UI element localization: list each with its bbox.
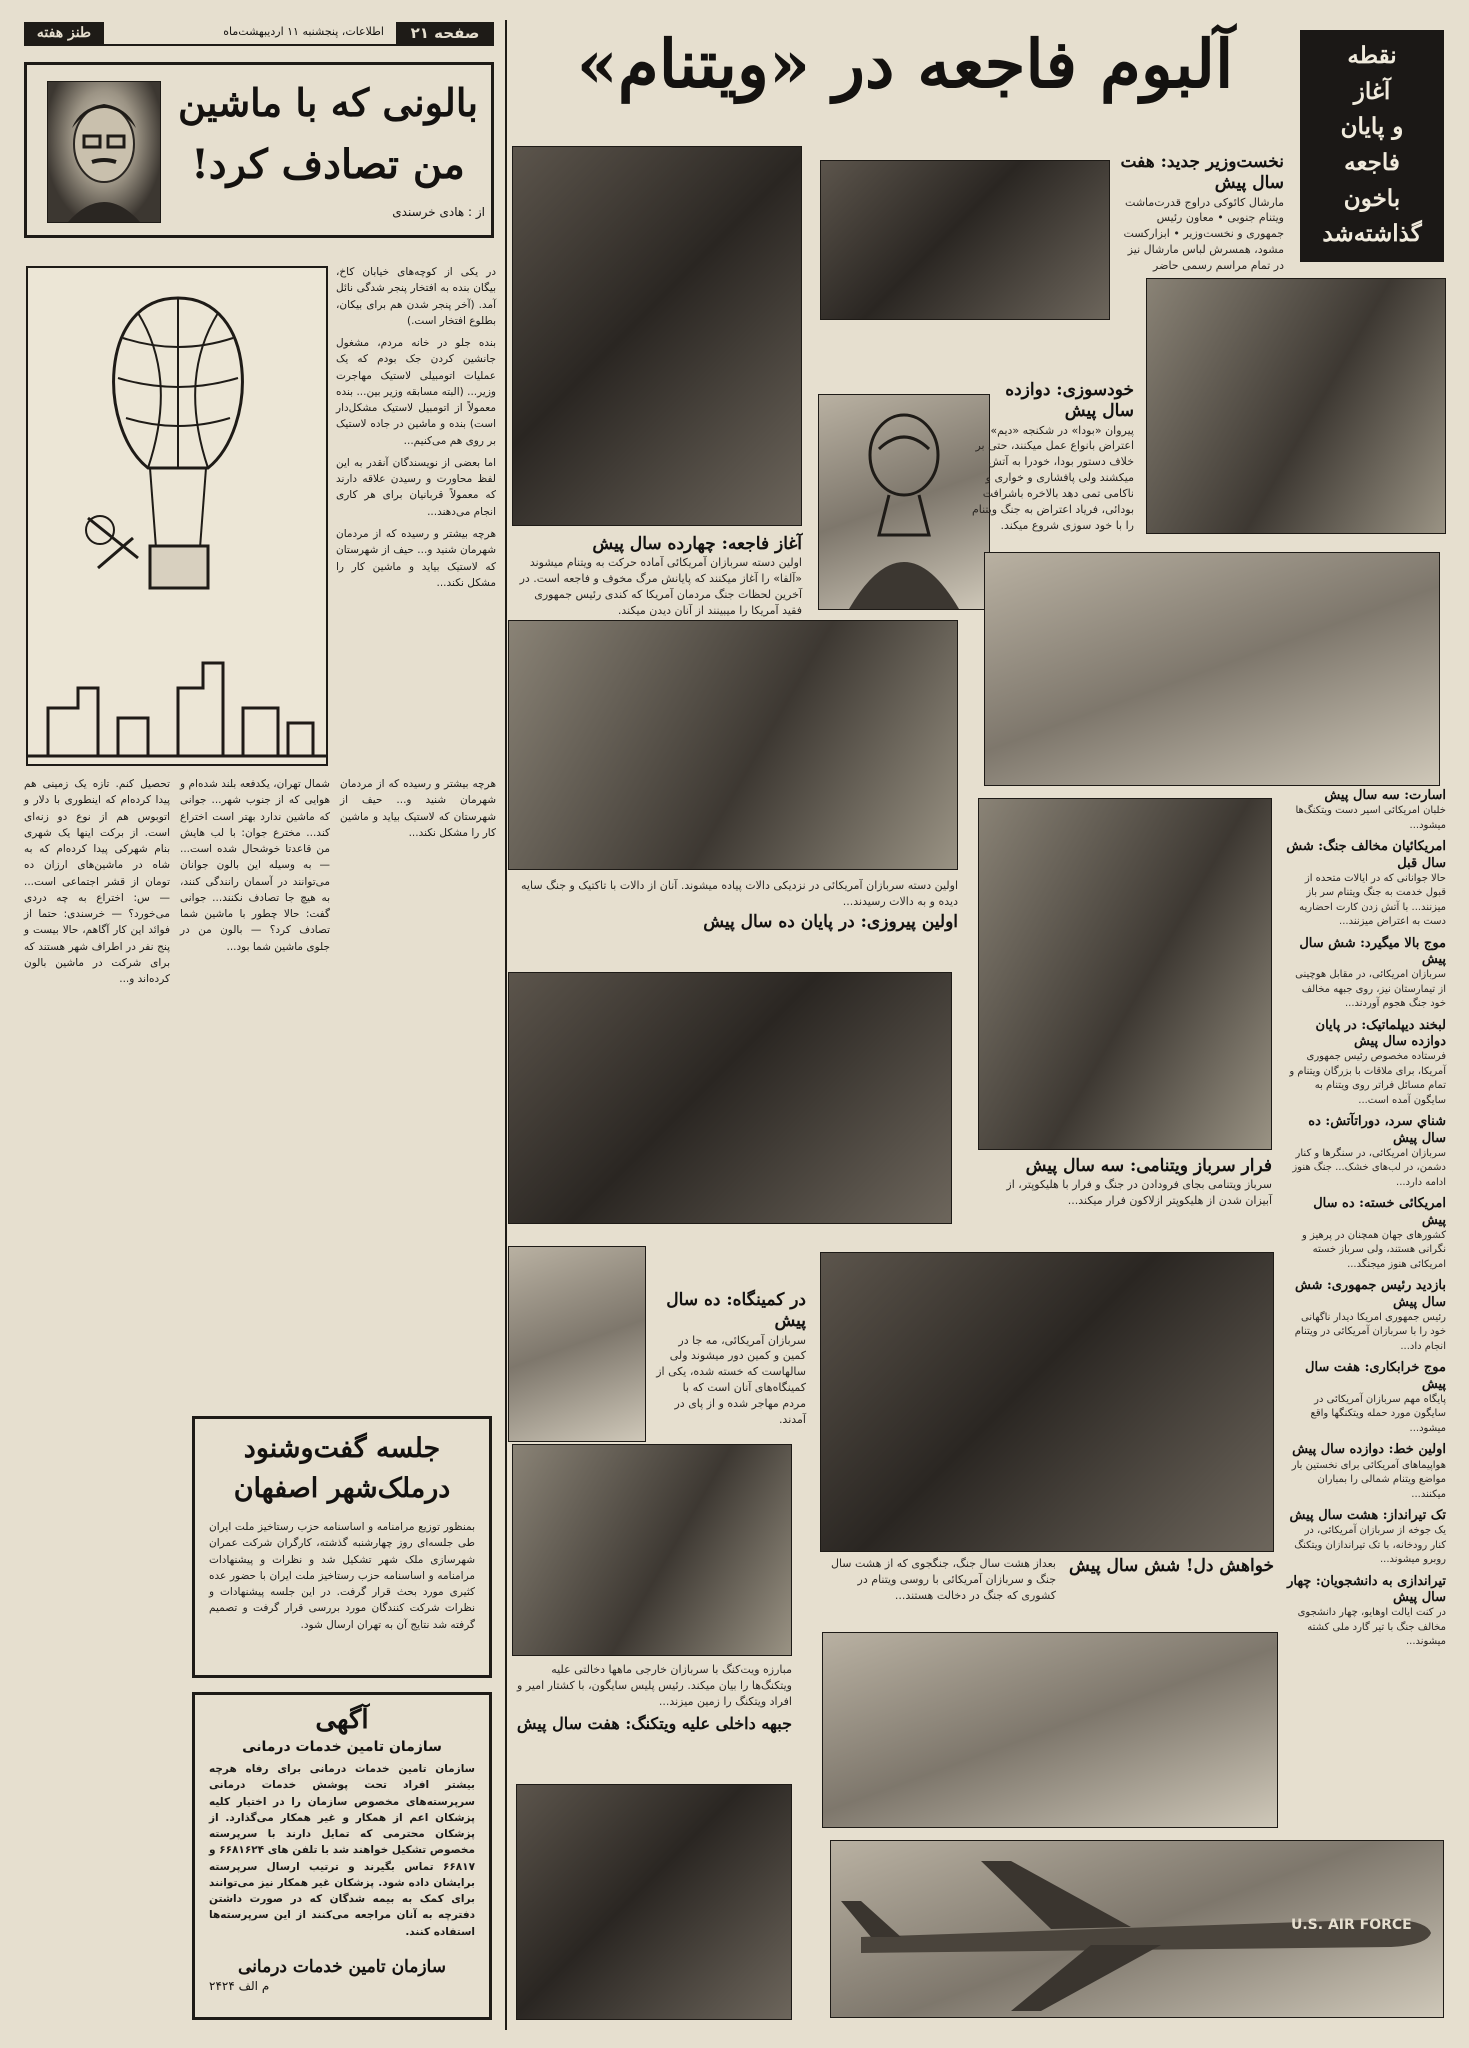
photo-ambush	[508, 1246, 646, 1442]
caption-title: خواهش دل! شش سال پیش	[1069, 1556, 1274, 1576]
right-item-body: خلبان امریکائی اسیر دست ویتکنگ‌ها میشود...	[1295, 805, 1446, 831]
ad-title: آگهی	[315, 1705, 369, 1735]
right-item-body: پایگاه مهم سربازان آمریکائی در سایگون مورد حمله ویتکنگها واقع میشود...	[1310, 1393, 1446, 1434]
humor-article-upper	[336, 264, 496, 764]
caption-body: اولین دسته سربازان آمریکائی آماده حرکت به ویتنام میشوند «آلفا» را آغاز میکنند که پایانش مرگ مخوف و فاجعه است. در آخرین لحظات جنگ مردمان آمریکا که کندی رئیس جمهوری فقید آمریکا را میبینند از آنان دیدن میکند.	[519, 556, 802, 618]
photo-napalm-children	[984, 552, 1440, 786]
humor-headline-line2: من تصادف کرد!	[191, 141, 465, 188]
photo-fallen-soldier	[516, 1784, 792, 2020]
humor-headline-line1: بالونی که با ماشین	[177, 80, 479, 125]
ad-box	[192, 1692, 492, 2020]
right-item	[1286, 1196, 1446, 1272]
humor-middle-column: شمال تهران، یکدفعه بلند شده‌ام و هوایی که از جنوب شهر... جوانی که ماشین ندارد بهتر است اختراع کند... مخترع جوان: با لب هایش من قاعدتا خوشحال شده است... — به وسیله این بالون جوانان می‌توانند در آسمان رانندگی کنند، به هیچ جا تصادف نکنند... جوانی گفت: حالا چطور با ماشین شما تصادف کرد؟ — بالون من در جلوی ماشین شما بود...	[180, 778, 330, 953]
right-item-body: رئیس جمهوری امریکا دیدار ناگهانی خود را با سربازان آمریکائی در ویتنام انجام داد...	[1294, 1311, 1446, 1352]
humor-paragraph: هرچه بیشتر و رسیده که از مردمان شهرمان شنید و... حیف از شهرستان که لاستیک بیاید و ماشین کار را مشکل نکند...	[336, 527, 496, 589]
right-item	[1286, 1114, 1446, 1190]
right-item	[1286, 1360, 1446, 1436]
right-item	[1286, 1574, 1446, 1650]
caption-eight-years	[820, 1556, 1056, 1626]
meeting-body: بمنظور توزیع مرامنامه و اساسنامه حزب رستاخیز ملت ایران طی جلسه‌ای روز چهارشنبه گذشته، کارگران شرکت عمران شهرسازی ملک شهر تشکیل شد و نظرات و پیشنهادات مرامنامه و اساسنامه حزب رستاخیز ملت ایران با حضور عده کثیری مورد بحث قرار گرفت. در این جلسه پیشنهادات و نظرات شرکت کنندگان مورد بررسی قرار گرفت و تصمیم گرفته شد نتایج آن به تهران ارسال شود.	[209, 1521, 475, 1631]
main-headline: آلبوم فاجعه در «ویتنام»	[576, 25, 1234, 103]
right-item	[1286, 788, 1446, 833]
photo-self-immolation	[1146, 278, 1446, 534]
caption-prime-minister	[1118, 152, 1284, 272]
photo-soldiers-boarding	[512, 146, 802, 526]
caption-beginning	[512, 534, 802, 634]
caption-soldier-escape	[978, 1156, 1272, 1240]
photo-soldier-rifle	[508, 620, 958, 870]
caption-body: سربازان آمریکائی، مه جا در کمین و کمین دور میشوند ولی سالهاست که خسته شده، یکی از کمینگاه‌های آنان است که با مردم مهاجر شده و از پای در آمدند.	[656, 1333, 806, 1427]
right-item-body: هواپیماهای آمریکائی برای نخستین بار مواضع ویتنام شمالی را بمباران میکنند...	[1291, 1459, 1446, 1500]
caption-self-immolation	[968, 380, 1134, 580]
side-box-line: و پایان	[1340, 113, 1404, 141]
right-item-title: اسارت: سه سال پیش	[1324, 788, 1446, 803]
page-number: صفحه ۲۱	[396, 22, 494, 44]
caption-body: سرباز ویتنامی بجای فرودادن در جنگ و فرار با هلیکوپتر، از آبیزان شدن از هلیکوپتر ازلاکون فرار میکند...	[1006, 1178, 1272, 1208]
plane-marking: U.S. AIR FORCE	[1291, 1917, 1412, 1933]
cartoon-box	[26, 266, 328, 766]
ad-body: سازمان تامین خدمات درمانی برای رفاه هرچه بیشتر افراد تحت پوشش خدمات درمانی سرپرسته‌های مخصوص سازمان را در اختیار کلیه پزشکان اعم از همکار و غیر همکار می‌گذارد. از پزشکان محترمی که تمایل دارند با سرپرسته مخصوص تشکیل خواهند شد با تلفن های ۶۶۸۱۶۲۴ و ۶۶۸۱۷ تماس بگیرند و ترتیب ارسال سرپرسته برایشان داده شود. پزشکان غیر همکار نیز می‌توانند برای کمک به بیمه شدگان که در صورت داشتن دفترچه به آنان مراجعه می‌کنند از این سرپرسته‌ها استفاده کنند.	[209, 1763, 476, 1938]
caption-title: نخست‌وزیر جدید: هفت سال پیش	[1120, 152, 1284, 194]
photo-protest-flower	[822, 1632, 1278, 1828]
right-item-body: کشورهای جهان همچنان در پرهیز و نگرانی هستند، ولی سرباز خسته امریکائی هنوز میجنگد...	[1301, 1229, 1446, 1270]
right-item-title: امریکائی خسته: ده سال پیش	[1313, 1196, 1446, 1228]
side-black-box	[1300, 30, 1444, 262]
author-portrait	[47, 81, 161, 223]
meeting-box	[192, 1416, 492, 1678]
humor-paragraph: اما بعضی از نویسندگان آنقدر به این لفظ محاورت و رسیدن علاقه دارند که معمولاً قربانیان برای هر کاری انجام می‌دهند...	[336, 456, 496, 518]
balloon-cartoon-icon	[28, 268, 326, 764]
caption-title: جبهه داخلی علیه ویتکنگ: هفت سال پیش	[516, 1714, 792, 1733]
caption-body: بعداز هشت سال جنگ، جنگجوی که از هشت سال جنگ و سربازان آمریکائی با روسی ویتنام در کشوری که جنگ در دخالت هستند...	[830, 1557, 1056, 1602]
right-item-title: بازدید رئیس جمهوری: شش سال پیش	[1294, 1278, 1446, 1310]
caption-title: فرار سرباز ویتنامی: سه سال پیش	[1025, 1156, 1272, 1176]
right-item-title: موج بالا میگیرد: شش سال پیش	[1299, 935, 1446, 967]
caption-ambush	[656, 1290, 806, 1440]
humor-headline-box	[24, 62, 494, 238]
right-item-body: فرستاده مخصوص رئیس جمهوری آمریکا، برای ملاقات با بزرگان ویتنام و تمام مسائل فراتر روی ویتنام به سایگون آمده است...	[1289, 1051, 1446, 1106]
right-column	[1286, 788, 1446, 1708]
photo-air-force-plane	[830, 1840, 1444, 2018]
column-divider	[505, 20, 507, 2030]
caption-title: در کمینگاه: ده سال پیش	[666, 1290, 806, 1332]
right-item	[1286, 936, 1446, 1012]
caption-title: آغاز فاجعه: چهارده سال پیش	[592, 534, 802, 554]
caption-body: مبارزه ویت‌کنگ با سربازان خارجی ماهها دخالتی علیه ویتکنگ‌ها را بیان میکند. رئیس پلیس سایگون، با کشتار امیر و افراد ویتکنگ را زمین میزند...	[517, 1663, 792, 1708]
right-item-body: یک جوخه از سربازان آمریکائی، در کنار رودخانه، با تک تیراندازان ویتکنگ روبرو میشوند...	[1294, 1525, 1446, 1566]
humor-paragraph: بنده جلو در خانه مردم، مشغول جانشین کردن جک بودم که یک عملیات اتومبیلی لاستیک مهاجرت وزیر... (البته مسابقه وزیر بین... بنده معمولاً از اتومبیل لاستیک مشکل‌دار است) بنده و ماشین در جاده لاستیک بر روی هم می‌کنیم...	[336, 337, 496, 447]
side-box-line: فاجعه	[1344, 148, 1400, 176]
humor-left-column: تحصیل کنم. تازه یک زمینی هم پیدا کرده‌ام که اینطوری با دلار و اتوبوس هم از نوع دو زنه‌ای است. از برکت اینها یک شهری بنام شهرکی پیدا کرده‌ام که به شاه در ماشین‌های ارزان ده تومان از قشر اجتماعی است... — س: اختراع به چه دردی می‌خورد؟ — خرسندی: حتما از فوائد این کار آگاهم، حالا بیست و پنج نفر در اطراف شهر هستند که برای شرکت در ماشین بالون کرده‌اند و...	[24, 778, 170, 986]
caption-body: پیروان «بودا» در شکنجه «دیم» اعتراض بانواع عمل میکنند، حتی بر خلاف دستور بودا، خودرا به آتش میکشند ولی پافشاری و خواری و ناکامی تمی دهد بالاخره باشرافت بودائی، فریاد اعتراض به جنگ ویتنام را با خود سوزی شروع میکند.	[971, 423, 1134, 533]
right-item-title: لبخند دیپلماتیک: در پایان دوازده سال پیش	[1315, 1017, 1446, 1049]
right-item-title: امریکائیان مخالف جنگ: شش سال قبل	[1286, 839, 1446, 871]
right-item	[1286, 839, 1446, 930]
right-item-title: تیراندازی به دانشجویان: چهار سال پیش	[1287, 1573, 1446, 1605]
caption-title: اولین پیروزی: در پایان ده سال پیش	[703, 912, 958, 932]
caricature-icon	[819, 395, 989, 609]
caricature-drawing	[818, 394, 990, 610]
meeting-title-line2: درملک‌شهر اصفهان	[233, 1473, 451, 1504]
ad-footer: سازمان تامین خدمات درمانی	[238, 1957, 446, 1977]
side-box-line: باخون	[1343, 184, 1401, 212]
humor-author: از : هادی خرسندی	[392, 205, 485, 219]
right-item	[1286, 1442, 1446, 1502]
caption-title: خودسوزی: دوازده سال پیش	[1005, 380, 1134, 422]
right-item-title: موج خرابکاری: هفت سال پیش	[1305, 1360, 1446, 1392]
right-item-title: تک تیرانداز: هشت سال پیش	[1289, 1508, 1446, 1523]
photo-crying-woman	[820, 1252, 1274, 1552]
ad-subtitle: سازمان تامین خدمات درمانی	[242, 1739, 442, 1755]
right-item-body: حالا جوانانی که در ایالات متحده از قبول خدمت به جنگ ویتنام سر باز میزنند... با آتش زدن کارت احضاریه دست به اعتراض میزنند...	[1299, 872, 1446, 928]
humor-right-column: هرچه بیشتر و رسیده که از مردمان شهرمان شنید و... حیف از شهرستان که لاستیک بیاید و ماشین کار را مشکل نکند...	[340, 778, 496, 839]
right-item-title: شناي سرد، دوراتآتش: ده سال پیش	[1308, 1114, 1446, 1146]
photo-officials	[820, 160, 1110, 320]
header-bar	[24, 22, 494, 46]
meeting-title-line1: جلسه گفت‌وشنود	[243, 1433, 441, 1464]
portrait-face-icon	[48, 82, 160, 222]
humor-paragraph: در یکی از کوچه‌های خیابان کاخ، بیگان بنده به افتخار پنجر شدگی نائل آمد. (آخر پنجر شدن هم برای بیکان، بطلوع افتخار است.)	[336, 266, 496, 327]
right-item-body: در کنت ایالت اوهایو، چهار دانشجوی مخالف جنگ با تیر گارد ملی کشته میشوند...	[1297, 1607, 1446, 1648]
side-box-line: گذاشته‌شد	[1322, 220, 1422, 248]
ad-code: م الف ۲۴۲۴	[209, 1979, 270, 1993]
right-item-body: سربازان امریکائی، در مقابل هوچینی از تیمارستان نیز، روی جبهه مخالف خود جنگ هجوم آوردند...	[1295, 969, 1446, 1010]
right-item-title: اولین خط: دوازده سال پیش	[1292, 1442, 1446, 1458]
caption-body: مارشال کائوکی دراوج قدرت‌ماشت ویتنام جنوبی • معاون رئیس جمهوری و نخست‌وزیر • ابزارکست مشود، همسرش لباس مارشال نیز در تمام مراسم رسمی حاضر	[1123, 195, 1284, 273]
caption-first-victory	[508, 878, 958, 938]
caption-body: اولین دسته سربازان آمریکائی در نزدیکی دالات پیاده میشوند. آنان از دالات با تاکتیک و جنگ سایه دیده و به دالات رسیدند...	[521, 879, 958, 908]
right-item	[1286, 1508, 1446, 1568]
section-label: طنز هفته	[24, 22, 104, 44]
right-item	[1286, 1018, 1446, 1109]
side-box-line: آغاز	[1353, 77, 1391, 105]
photo-soldiers-walking	[512, 1444, 792, 1656]
right-item	[1286, 1278, 1446, 1354]
caption-internal-front	[512, 1662, 792, 1782]
photo-execution	[508, 972, 952, 1224]
side-box-line: نقطه	[1347, 42, 1397, 69]
caption-heartfelt-wish	[1064, 1556, 1274, 1626]
right-item-body: سربازان امریکائی، در سنگرها و کنار دشمن، در لب‌های خشک... جنگ هنوز ادامه دارد...	[1292, 1147, 1446, 1188]
page-info: اطلاعات، پنجشنبه ۱۱ اردیبهشت‌ماه	[223, 25, 384, 38]
photo-helicopter	[978, 798, 1272, 1150]
